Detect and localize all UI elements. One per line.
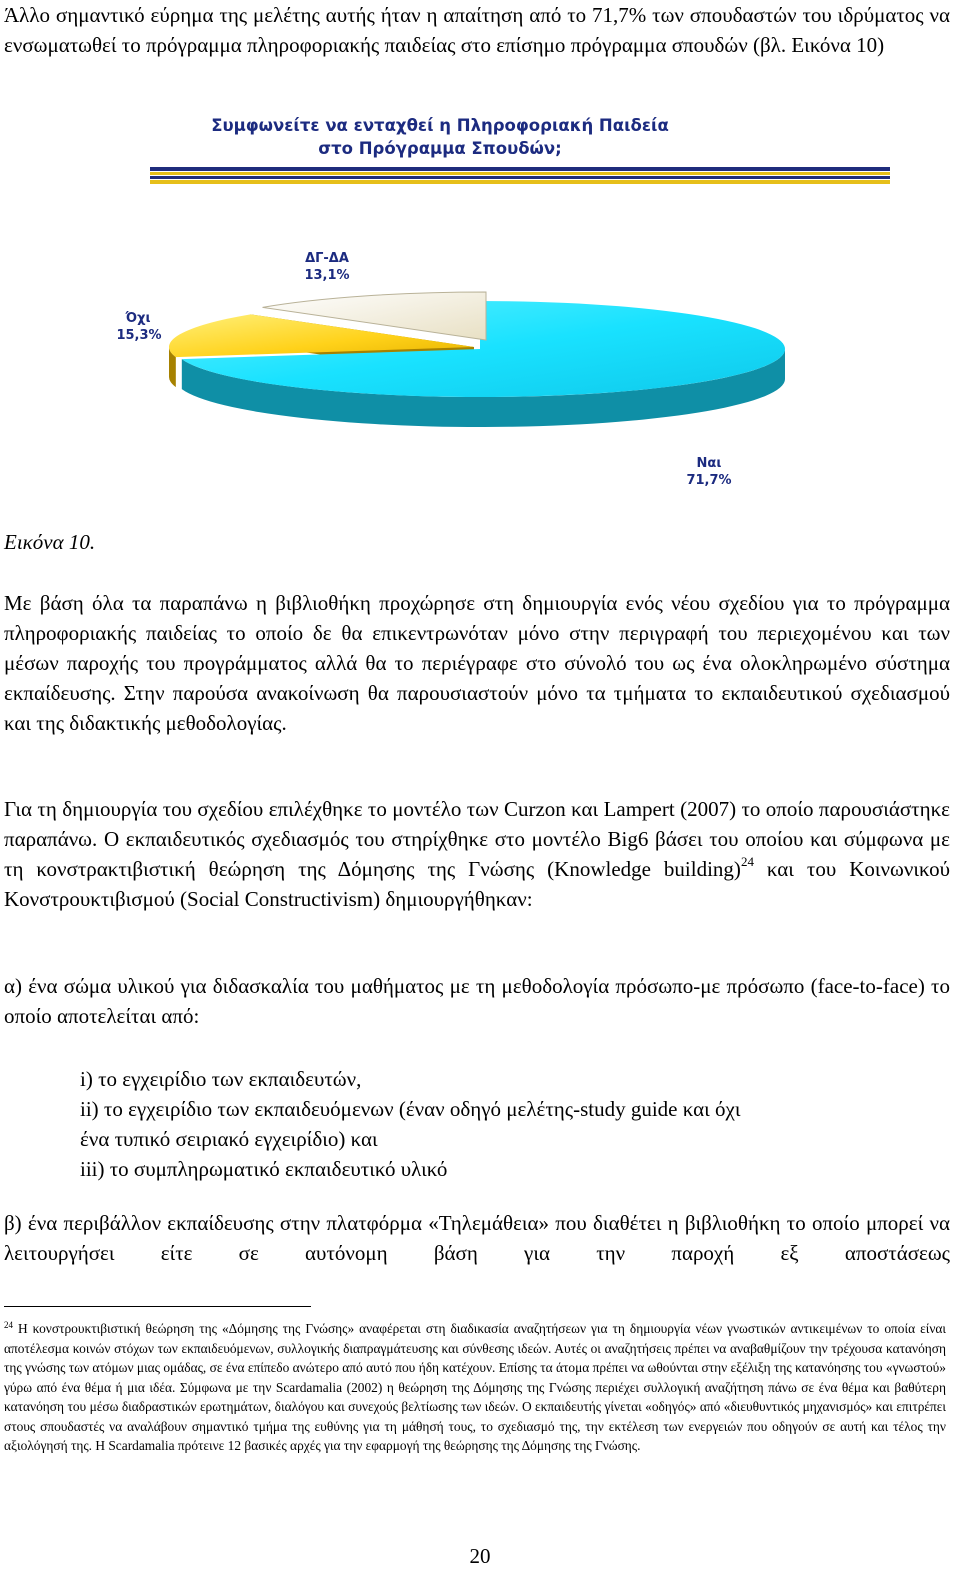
paragraph-model xyxy=(4,794,950,914)
page-number: 20 xyxy=(469,1544,491,1568)
list-item: ii) το εγχειρίδιο των εκπαιδευόμενων (έναν οδηγό μελέτης-study guide και όχι xyxy=(80,1097,741,1121)
slice-label-oxi-name: Όχι xyxy=(125,311,151,326)
chart-title-line-2: στο Πρόγραμμα Σπουδών; xyxy=(318,139,562,158)
underline-bar-navy-1 xyxy=(150,167,890,171)
chart-title-underline xyxy=(150,167,890,184)
paragraph-model-text-1: Για τη δημιουργία του σχεδίου επιλέχθηκε το μοντέλο των Curzon και Lampert (2007) το οποίο παρουσιάστηκε παραπάνω. Ο εκπαιδευτικός σχεδιασμός του στηρίχθηκε στο μοντέλο Big6 βάσει του οποίου και σύμφωνα με τη κονστρακτιβιστική θεώρηση της Δόμησης της Γνώσης (Knowledge building) xyxy=(4,797,950,881)
slice-label-dg-da-name: ΔΓ-ΔΑ xyxy=(305,251,349,266)
figure-caption: Εικόνα 10. xyxy=(4,530,96,554)
list-item: i) το εγχειρίδιο των εκπαιδευτών, xyxy=(80,1067,362,1091)
footnote-number: 24 xyxy=(4,1320,13,1330)
list-item: ένα τυπικό σειριακό εγχειρίδιο) και xyxy=(80,1127,378,1151)
slice-label-oxi-value: 15,3% xyxy=(116,328,162,343)
intro-paragraph: Άλλο σημαντικό εύρημα της μελέτης αυτής ήταν η απαίτηση από το 71,7% των σπουδαστών του ιδρύματος να ενσωματωθεί το πρόγραμμα πληροφοριακής παιδείας στο επίσημο πρόγραμμα σπουδών (βλ. Εικόνα 10) xyxy=(4,3,950,57)
underline-bar-gold-1 xyxy=(150,172,890,175)
underline-bar-gold-2 xyxy=(150,180,890,184)
paragraph-item-a: α) ένα σώμα υλικού για διδασκαλία του μαθήματος με τη μεθοδολογία πρόσωπο-με πρόσωπο (face-to-face) το οποίο αποτελείται από: xyxy=(4,974,950,1028)
materials-list xyxy=(80,1064,940,1184)
chart-title-line-1: Συμφωνείτε να ενταχθεί η Πληροφοριακή Παιδεία xyxy=(211,116,669,135)
footnote-reference[interactable]: 24 xyxy=(740,854,754,869)
footnote xyxy=(4,1319,946,1456)
chart-title xyxy=(211,116,669,158)
paragraph-item-b: β) ένα περιβάλλον εκπαίδευσης στην πλατφόρμα «Τηλεμάθεια» που διαθέτει η βιβλιοθήκη το οποίο μπορεί να λειτουργήσει είτε σε αυτόνομη βάση για την παροχή εξ αποστάσεως xyxy=(4,1211,950,1265)
slice-label-dg-da-value: 13,1% xyxy=(304,268,350,283)
paragraph-model-text-2: και του Κοινωνικού Κονστρουκτιβισμού (Social Constructivism) δημιουργήθηκαν: xyxy=(4,857,950,911)
list-item: iii) το συμπληρωματικό εκπαιδευτικό υλικό xyxy=(80,1157,448,1181)
paragraph-plan: Με βάση όλα τα παραπάνω η βιβλιοθήκη προχώρησε στη δημιουργία ενός νέου σχεδίου για το πρόγραμμα πληροφοριακής παιδείας το οποίο δε θα επικεντρωνόταν μόνο στην περιγραφή του περιεχομένου και των μέσων παροχής του προγράμματος αλλά θα το περιέγραφε στο σύνολό του ως ένα ολοκληρωμένο σύστημα εκπαίδευσης. Στην παρούσα ανακοίνωση θα παρουσιαστούν μόνο τα τμήματα το εκπαιδευτικού σχεδιασμού και της διδακτικής μεθοδολογίας. xyxy=(4,591,950,735)
pie-chart-svg xyxy=(105,108,905,508)
slice-label-nai-name: Ναι xyxy=(696,456,722,471)
pie-chart xyxy=(105,108,905,508)
footnote-text: Η κονστρουκτιβιστική θεώρηση της «Δόμησης της Γνώσης» αναφέρεται στη διαδικασία αναζητήσεων για τη δημιουργία νέων γνωστικών αντικειμένων το οποία είναι αποτέλεσμα κοινών στόχων των εκπαιδευόμενων, συλλογικής διαπραγμάτευσης και σύνθεσης ιδεών. Αυτές οι αναζητήσεις πρέπει να αναβαθμίζουν την τρέχουσα κατανόηση της γνώσης των ατόμων μιας ομάδας, σε ένα επίπεδο ανώτερο από αυτό που ήδη κατέχουν. Επίσης τα άτομα πρέπει να ωθούνται στην εξέλιξη της κατανόησης του «γνωστού» γύρω από ένα θέμα ή μια ιδέα. Σύμφωνα με την Scardamalia (2002) η θεώρηση της Δόμησης της Γνώσης περιέχει συλλογική αναζήτηση πάνω σε ένα θέμα και βαθύτερη κατανόηση του μέσω διαδραστικών ερωτημάτων, διαλόγου και συνεχούς βελτίωσης των ιδεών. Ο εκπαιδευτής γίνεται «οδηγός» από «διευθυντικός μηχανισμός» και επιτρέπει στους σπουδαστές να αναλάβουν σημαντικό τμήμα της ευθύνης για τη μάθησή τους, το σχεδιασμό της, την εκτέλεση των ενεργειών που οδηγούν σε αυτή και τέλος την αξιολόγησή της. Η Scardamalia πρότεινε 12 βασικές αρχές για την εφαρμογή της θεώρησης της Δόμησης της Γνώσης. xyxy=(4,1321,946,1453)
footnote-separator xyxy=(4,1306,311,1307)
slice-label-nai-value: 71,7% xyxy=(686,473,732,488)
underline-bar-navy-2 xyxy=(150,176,890,179)
pie-tops xyxy=(169,292,785,397)
